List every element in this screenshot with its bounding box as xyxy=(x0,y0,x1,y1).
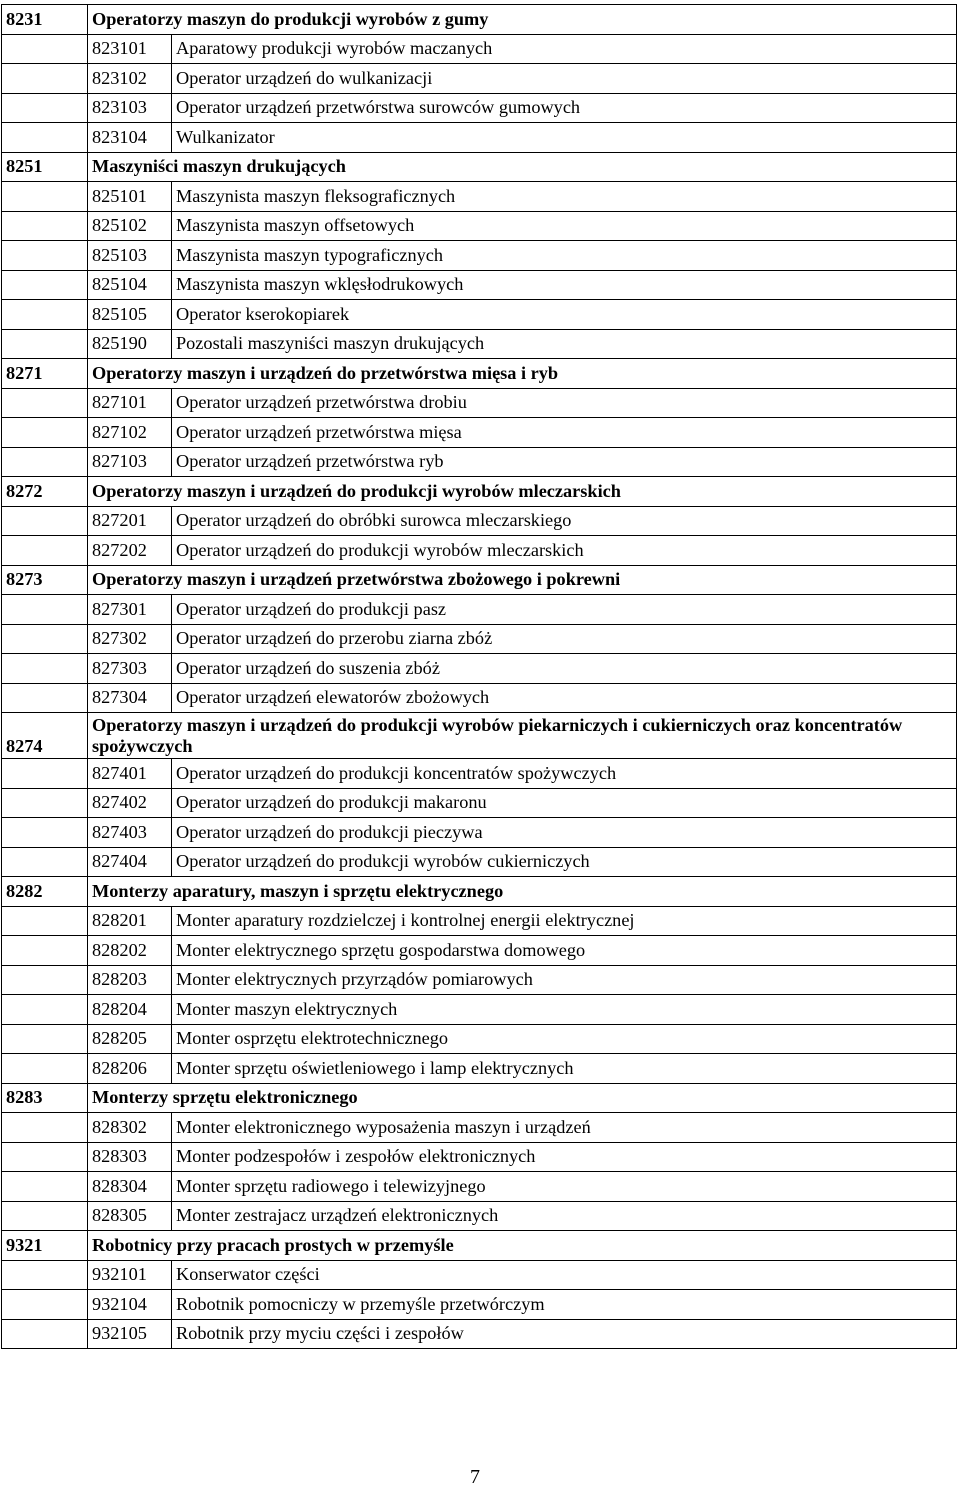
occupation-code: 828202 xyxy=(88,936,172,966)
occupation-title: Operator urządzeń do produkcji koncentratów spożywczych xyxy=(172,759,957,789)
occupation-code: 823102 xyxy=(88,64,172,94)
occupation-code: 932104 xyxy=(88,1290,172,1320)
occupation-title: Operator urządzeń do suszenia zbóż xyxy=(172,654,957,684)
occupation-row xyxy=(2,995,957,1025)
occupation-row xyxy=(2,1319,957,1349)
occupation-code: 827302 xyxy=(88,624,172,654)
occupation-row xyxy=(2,1201,957,1231)
empty-cell xyxy=(2,1201,88,1231)
group-title: Monterzy sprzętu elektronicznego xyxy=(88,1083,957,1113)
group-title: Operatorzy maszyn i urządzeń do przetwórstwa mięsa i ryb xyxy=(88,359,957,389)
empty-cell xyxy=(2,595,88,625)
empty-cell xyxy=(2,241,88,271)
occupation-code: 828303 xyxy=(88,1142,172,1172)
occupation-row xyxy=(2,654,957,684)
occupation-row xyxy=(2,211,957,241)
occupation-code: 828205 xyxy=(88,1024,172,1054)
occupation-row xyxy=(2,241,957,271)
occupation-title: Robotnik przy myciu części i zespołów xyxy=(172,1319,957,1349)
group-row xyxy=(2,1231,957,1261)
occupation-title: Monter elektrycznych przyrządów pomiarowych xyxy=(172,965,957,995)
occupation-row xyxy=(2,624,957,654)
occupation-title: Monter podzespołów i zespołów elektronicznych xyxy=(172,1142,957,1172)
occupation-code: 825190 xyxy=(88,329,172,359)
group-code: 8251 xyxy=(2,152,88,182)
occupation-code: 828302 xyxy=(88,1113,172,1143)
occupation-row xyxy=(2,759,957,789)
empty-cell xyxy=(2,683,88,713)
occupation-row xyxy=(2,906,957,936)
occupation-code: 825104 xyxy=(88,270,172,300)
occupation-title: Operator urządzeń przetwórstwa ryb xyxy=(172,447,957,477)
empty-cell xyxy=(2,1260,88,1290)
empty-cell xyxy=(2,936,88,966)
group-row xyxy=(2,5,957,35)
occupation-row xyxy=(2,418,957,448)
occupation-row xyxy=(2,936,957,966)
empty-cell xyxy=(2,536,88,566)
empty-cell xyxy=(2,447,88,477)
occupation-title: Operator urządzeń przetwórstwa mięsa xyxy=(172,418,957,448)
occupation-title: Operator urządzeń do produkcji wyrobów cukierniczych xyxy=(172,847,957,877)
occupation-title: Maszynista maszyn fleksograficznych xyxy=(172,182,957,212)
group-row xyxy=(2,713,957,759)
occupation-code: 827201 xyxy=(88,506,172,536)
occupation-code: 827402 xyxy=(88,788,172,818)
occupation-table xyxy=(1,4,957,1349)
occupation-title: Operator kserokopiarek xyxy=(172,300,957,330)
empty-cell xyxy=(2,1319,88,1349)
occupation-code: 827101 xyxy=(88,388,172,418)
occupation-row xyxy=(2,182,957,212)
empty-cell xyxy=(2,93,88,123)
occupation-code: 823101 xyxy=(88,34,172,64)
occupation-code: 823104 xyxy=(88,123,172,153)
occupation-code: 828201 xyxy=(88,906,172,936)
occupation-code: 828203 xyxy=(88,965,172,995)
occupation-code: 932101 xyxy=(88,1260,172,1290)
empty-cell xyxy=(2,624,88,654)
empty-cell xyxy=(2,1142,88,1172)
empty-cell xyxy=(2,418,88,448)
occupation-title: Monter zestrajacz urządzeń elektronicznych xyxy=(172,1201,957,1231)
occupation-row xyxy=(2,595,957,625)
occupation-row xyxy=(2,788,957,818)
group-title: Maszyniści maszyn drukujących xyxy=(88,152,957,182)
occupation-row xyxy=(2,847,957,877)
occupation-title: Pozostali maszyniści maszyn drukujących xyxy=(172,329,957,359)
occupation-row xyxy=(2,1290,957,1320)
occupation-title: Monter elektronicznego wyposażenia maszyn i urządzeń xyxy=(172,1113,957,1143)
occupation-code: 828206 xyxy=(88,1054,172,1084)
occupation-title: Robotnik pomocniczy w przemyśle przetwórczym xyxy=(172,1290,957,1320)
occupation-title: Operator urządzeń przetwórstwa surowców gumowych xyxy=(172,93,957,123)
occupation-row xyxy=(2,388,957,418)
empty-cell xyxy=(2,1113,88,1143)
occupation-title: Monter aparatury rozdzielczej i kontrolnej energii elektrycznej xyxy=(172,906,957,936)
empty-cell xyxy=(2,847,88,877)
occupation-row xyxy=(2,1024,957,1054)
group-row xyxy=(2,152,957,182)
empty-cell xyxy=(2,818,88,848)
occupation-title: Wulkanizator xyxy=(172,123,957,153)
occupation-row xyxy=(2,447,957,477)
occupation-code: 827202 xyxy=(88,536,172,566)
occupation-title: Operator urządzeń do produkcji pieczywa xyxy=(172,818,957,848)
occupation-code: 827404 xyxy=(88,847,172,877)
empty-cell xyxy=(2,788,88,818)
occupation-row xyxy=(2,536,957,566)
occupation-row xyxy=(2,93,957,123)
empty-cell xyxy=(2,329,88,359)
occupation-code: 828304 xyxy=(88,1172,172,1202)
occupation-title: Monter sprzętu oświetleniowego i lamp elektrycznych xyxy=(172,1054,957,1084)
empty-cell xyxy=(2,759,88,789)
occupation-title: Monter osprzętu elektrotechnicznego xyxy=(172,1024,957,1054)
occupation-title: Monter sprzętu radiowego i telewizyjnego xyxy=(172,1172,957,1202)
group-code: 8282 xyxy=(2,877,88,907)
occupation-code: 827403 xyxy=(88,818,172,848)
occupation-row xyxy=(2,1260,957,1290)
occupation-title: Maszynista maszyn typograficznych xyxy=(172,241,957,271)
group-code: 8273 xyxy=(2,565,88,595)
empty-cell xyxy=(2,1054,88,1084)
group-row xyxy=(2,359,957,389)
group-code: 8272 xyxy=(2,477,88,507)
occupation-code: 827301 xyxy=(88,595,172,625)
occupation-title: Operator urządzeń do produkcji makaronu xyxy=(172,788,957,818)
occupation-row xyxy=(2,300,957,330)
occupation-code: 825102 xyxy=(88,211,172,241)
group-title: Monterzy aparatury, maszyn i sprzętu elektrycznego xyxy=(88,877,957,907)
empty-cell xyxy=(2,211,88,241)
occupation-code: 828305 xyxy=(88,1201,172,1231)
empty-cell xyxy=(2,965,88,995)
occupation-code: 828204 xyxy=(88,995,172,1025)
occupation-row xyxy=(2,329,957,359)
occupation-title: Konserwator części xyxy=(172,1260,957,1290)
occupation-row xyxy=(2,1054,957,1084)
occupation-code: 827401 xyxy=(88,759,172,789)
occupation-row xyxy=(2,270,957,300)
occupation-title: Operator urządzeń do przerobu ziarna zbóż xyxy=(172,624,957,654)
group-title: Operatorzy maszyn i urządzeń do produkcji wyrobów piekarniczych i cukierniczych oraz koncentratów spożywczych xyxy=(88,713,957,759)
group-title: Operatorzy maszyn do produkcji wyrobów z gumy xyxy=(88,5,957,35)
occupation-code: 827102 xyxy=(88,418,172,448)
occupation-row xyxy=(2,965,957,995)
group-code: 9321 xyxy=(2,1231,88,1261)
empty-cell xyxy=(2,64,88,94)
group-code: 8274 xyxy=(2,713,88,759)
empty-cell xyxy=(2,300,88,330)
occupation-row xyxy=(2,683,957,713)
occupation-title: Maszynista maszyn wklęsłodrukowych xyxy=(172,270,957,300)
empty-cell xyxy=(2,506,88,536)
empty-cell xyxy=(2,388,88,418)
empty-cell xyxy=(2,182,88,212)
occupation-title: Monter maszyn elektrycznych xyxy=(172,995,957,1025)
occupation-row xyxy=(2,818,957,848)
empty-cell xyxy=(2,1290,88,1320)
occupation-code: 827303 xyxy=(88,654,172,684)
group-row xyxy=(2,565,957,595)
occupation-row xyxy=(2,506,957,536)
group-row xyxy=(2,1083,957,1113)
empty-cell xyxy=(2,654,88,684)
empty-cell xyxy=(2,34,88,64)
group-title: Robotnicy przy pracach prostych w przemyśle xyxy=(88,1231,957,1261)
occupation-row xyxy=(2,64,957,94)
group-title: Operatorzy maszyn i urządzeń przetwórstwa zbożowego i pokrewni xyxy=(88,565,957,595)
occupation-code: 825105 xyxy=(88,300,172,330)
page-number: 7 xyxy=(470,1466,480,1488)
occupation-title: Maszynista maszyn offsetowych xyxy=(172,211,957,241)
occupation-code: 827103 xyxy=(88,447,172,477)
empty-cell xyxy=(2,906,88,936)
occupation-title: Operator urządzeń do wulkanizacji xyxy=(172,64,957,94)
occupation-title: Operator urządzeń przetwórstwa drobiu xyxy=(172,388,957,418)
empty-cell xyxy=(2,995,88,1025)
occupation-code: 932105 xyxy=(88,1319,172,1349)
occupation-code: 825103 xyxy=(88,241,172,271)
occupation-title: Operator urządzeń do produkcji wyrobów mleczarskich xyxy=(172,536,957,566)
occupation-row xyxy=(2,34,957,64)
group-title: Operatorzy maszyn i urządzeń do produkcji wyrobów mleczarskich xyxy=(88,477,957,507)
occupation-title: Operator urządzeń do produkcji pasz xyxy=(172,595,957,625)
occupation-code: 823103 xyxy=(88,93,172,123)
occupation-row xyxy=(2,1113,957,1143)
occupation-row xyxy=(2,1142,957,1172)
group-row xyxy=(2,877,957,907)
group-code: 8231 xyxy=(2,5,88,35)
group-row xyxy=(2,477,957,507)
occupation-title: Monter elektrycznego sprzętu gospodarstwa domowego xyxy=(172,936,957,966)
empty-cell xyxy=(2,123,88,153)
empty-cell xyxy=(2,270,88,300)
occupation-title: Operator urządzeń elewatorów zbożowych xyxy=(172,683,957,713)
occupation-row xyxy=(2,123,957,153)
empty-cell xyxy=(2,1024,88,1054)
occupation-title: Aparatowy produkcji wyrobów maczanych xyxy=(172,34,957,64)
occupation-code: 825101 xyxy=(88,182,172,212)
group-code: 8283 xyxy=(2,1083,88,1113)
occupation-title: Operator urządzeń do obróbki surowca mleczarskiego xyxy=(172,506,957,536)
occupation-code: 827304 xyxy=(88,683,172,713)
empty-cell xyxy=(2,1172,88,1202)
group-code: 8271 xyxy=(2,359,88,389)
occupation-row xyxy=(2,1172,957,1202)
occupation-table-body xyxy=(2,5,957,1349)
